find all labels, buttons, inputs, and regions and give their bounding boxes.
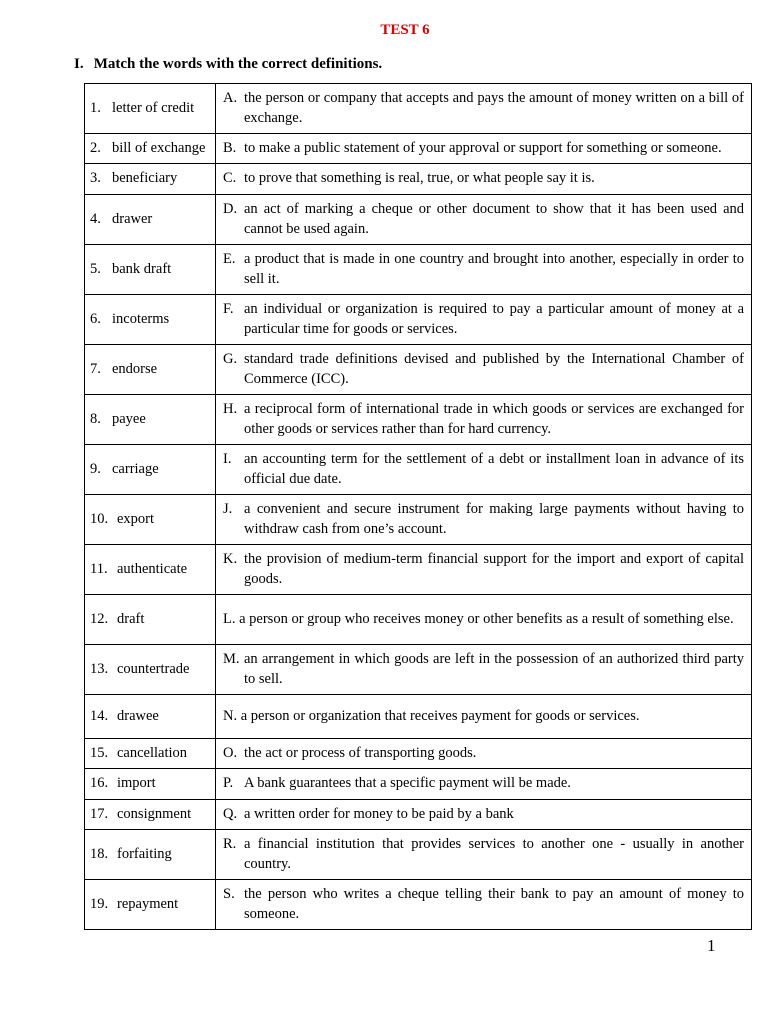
table-row [85, 195, 752, 245]
word-term: countertrade [117, 660, 190, 677]
table-row [85, 739, 752, 769]
definition-cell [216, 345, 752, 395]
word-term: consignment [117, 805, 192, 822]
definition-letter: Q. [223, 805, 238, 822]
word-cell [85, 495, 216, 545]
definition-cell [216, 545, 752, 595]
definition-text: the provision of medium-term financial support for the import and export of capital goods. [244, 551, 744, 587]
definition-cell [216, 84, 752, 134]
table-row [85, 830, 752, 880]
word-cell [85, 295, 216, 345]
table-row [85, 245, 752, 295]
word-cell [85, 245, 216, 295]
table-row [85, 295, 752, 345]
definition-letter: G. [223, 351, 238, 367]
word-cell [85, 800, 216, 830]
definition-text: a written order for money to be paid by a bank [244, 805, 514, 822]
definition-text: an individual or organization is required to pay a particular amount of money at a particular time for goods or services. [244, 301, 744, 337]
definition-text: to prove that something is real, true, or what people say it is. [244, 170, 595, 187]
section-number: I. [74, 56, 84, 72]
table-row [85, 134, 752, 164]
definition-text: a product that is made in one country and brought into another, especially in order to sell it. [244, 251, 744, 287]
definition-cell [216, 164, 752, 195]
word-number: 12. [90, 610, 109, 627]
word-cell [85, 739, 216, 769]
definition-text: a reciprocal form of international trade in which goods or services are exchanged for other goods or services rather than for hard currency. [244, 401, 744, 437]
word-term: drawee [117, 707, 159, 724]
definition-text: the act or process of transporting goods. [244, 744, 477, 761]
definition-cell [216, 645, 752, 695]
word-number: 11. [90, 560, 108, 577]
word-number: 14. [90, 707, 109, 724]
table-row [85, 445, 752, 495]
definition-cell [216, 830, 752, 880]
definition-letter: I. [223, 451, 232, 467]
word-term: import [117, 775, 156, 792]
word-number: 7. [90, 360, 101, 377]
table-row [85, 495, 752, 545]
definition-text: a person or group who receives money or other benefits as a result of something else. [239, 610, 734, 627]
definition-cell [216, 595, 752, 645]
word-number: 18. [90, 845, 109, 862]
definition-cell [216, 395, 752, 445]
word-number: 9. [90, 460, 101, 477]
definition-cell [216, 245, 752, 295]
word-cell [85, 545, 216, 595]
definition-letter: E. [223, 251, 236, 267]
word-number: 4. [90, 210, 101, 227]
section-heading [74, 56, 382, 73]
definition-text: to make a public statement of your approval or support for something or someone. [244, 139, 722, 156]
definition-letter: S. [223, 886, 235, 902]
matching-table [84, 83, 752, 930]
definition-cell [216, 295, 752, 345]
definition-letter: B. [223, 139, 237, 156]
definition-text: an act of marking a cheque or other document to show that it has been used and cannot be used again. [244, 201, 744, 237]
definition-letter: K. [223, 551, 238, 567]
word-cell [85, 195, 216, 245]
word-term: letter of credit [112, 99, 195, 116]
definition-letter: J. [223, 501, 233, 517]
definition-letter: R. [223, 836, 237, 852]
word-term: endorse [112, 360, 158, 377]
table-row [85, 769, 752, 800]
word-term: draft [117, 610, 145, 627]
word-term: forfaiting [117, 845, 172, 862]
section-instruction: Match the words with the correct definitions. [93, 56, 383, 72]
word-cell [85, 830, 216, 880]
definition-text: the person who writes a cheque telling their bank to pay an amount of money to someone. [244, 886, 744, 922]
word-term: carriage [112, 460, 159, 477]
table-row [85, 645, 752, 695]
page-number: 1 [707, 936, 716, 955]
definition-text: a person or organization that receives payment for goods or services. [240, 707, 640, 724]
definition-cell [216, 739, 752, 769]
word-cell [85, 395, 216, 445]
word-number: 2. [90, 139, 101, 156]
word-number: 13. [90, 660, 109, 677]
word-number: 1. [90, 99, 101, 116]
definition-letter: N. [223, 707, 238, 724]
definition-letter: F. [223, 301, 234, 317]
table-row [85, 345, 752, 395]
table-row [85, 880, 752, 930]
word-term: export [117, 510, 155, 527]
definition-cell [216, 800, 752, 830]
word-cell [85, 164, 216, 195]
word-number: 3. [90, 170, 101, 187]
definition-text: the person or company that accepts and pays the amount of money written on a bill of exchange. [244, 90, 744, 126]
definition-text: an arrangement in which goods are left in the possession of an authorized third party to sell. [244, 651, 744, 687]
definition-letter: L. [223, 610, 236, 627]
word-cell [85, 595, 216, 645]
definition-cell [216, 195, 752, 245]
definition-letter: O. [223, 744, 238, 761]
word-term: drawer [112, 210, 153, 227]
word-number: 6. [90, 310, 101, 327]
word-cell [85, 134, 216, 164]
definition-letter: M. [223, 651, 240, 667]
table-row [85, 595, 752, 645]
word-number: 8. [90, 410, 101, 427]
definition-letter: C. [223, 170, 237, 187]
definition-text: standard trade definitions devised and published by the International Chamber of Commerce (ICC). [244, 351, 744, 387]
definition-cell [216, 695, 752, 739]
word-number: 17. [90, 805, 109, 822]
word-term: incoterms [112, 310, 170, 327]
definition-cell [216, 134, 752, 164]
definition-text: an accounting term for the settlement of a debt or installment loan in advance of its official due date. [244, 451, 744, 487]
word-cell [85, 345, 216, 395]
word-cell [85, 84, 216, 134]
definition-text: a financial institution that provides services to another one - usually in another country. [244, 836, 744, 872]
word-number: 15. [90, 744, 109, 761]
definition-letter: D. [223, 201, 238, 217]
table-row [85, 84, 752, 134]
word-cell [85, 769, 216, 800]
word-number: 16. [90, 775, 109, 792]
word-term: payee [112, 410, 146, 427]
word-cell [85, 645, 216, 695]
word-number: 5. [90, 260, 101, 277]
definition-cell [216, 495, 752, 545]
table-row [85, 545, 752, 595]
word-number: 19. [90, 895, 109, 912]
definition-cell [216, 769, 752, 800]
table-row [85, 800, 752, 830]
word-term: beneficiary [112, 170, 178, 187]
definition-cell [216, 880, 752, 930]
word-number: 10. [90, 510, 109, 527]
word-term: bank draft [112, 260, 172, 277]
table-row [85, 395, 752, 445]
definition-letter: A. [223, 90, 238, 106]
word-term: repayment [117, 895, 179, 912]
definition-text: a convenient and secure instrument for making large payments without having to withdraw cash from one’s account. [244, 501, 744, 537]
word-term: authenticate [117, 560, 188, 577]
definition-letter: P. [223, 775, 234, 792]
table-row [85, 164, 752, 195]
word-cell [85, 880, 216, 930]
test-title: TEST 6 [380, 22, 430, 38]
word-term: bill of exchange [112, 139, 206, 156]
table-row [85, 695, 752, 739]
definition-text: A bank guarantees that a specific payment will be made. [244, 775, 571, 792]
word-term: cancellation [117, 744, 188, 761]
word-cell [85, 695, 216, 739]
definition-cell [216, 445, 752, 495]
word-cell [85, 445, 216, 495]
definition-letter: H. [223, 401, 238, 417]
